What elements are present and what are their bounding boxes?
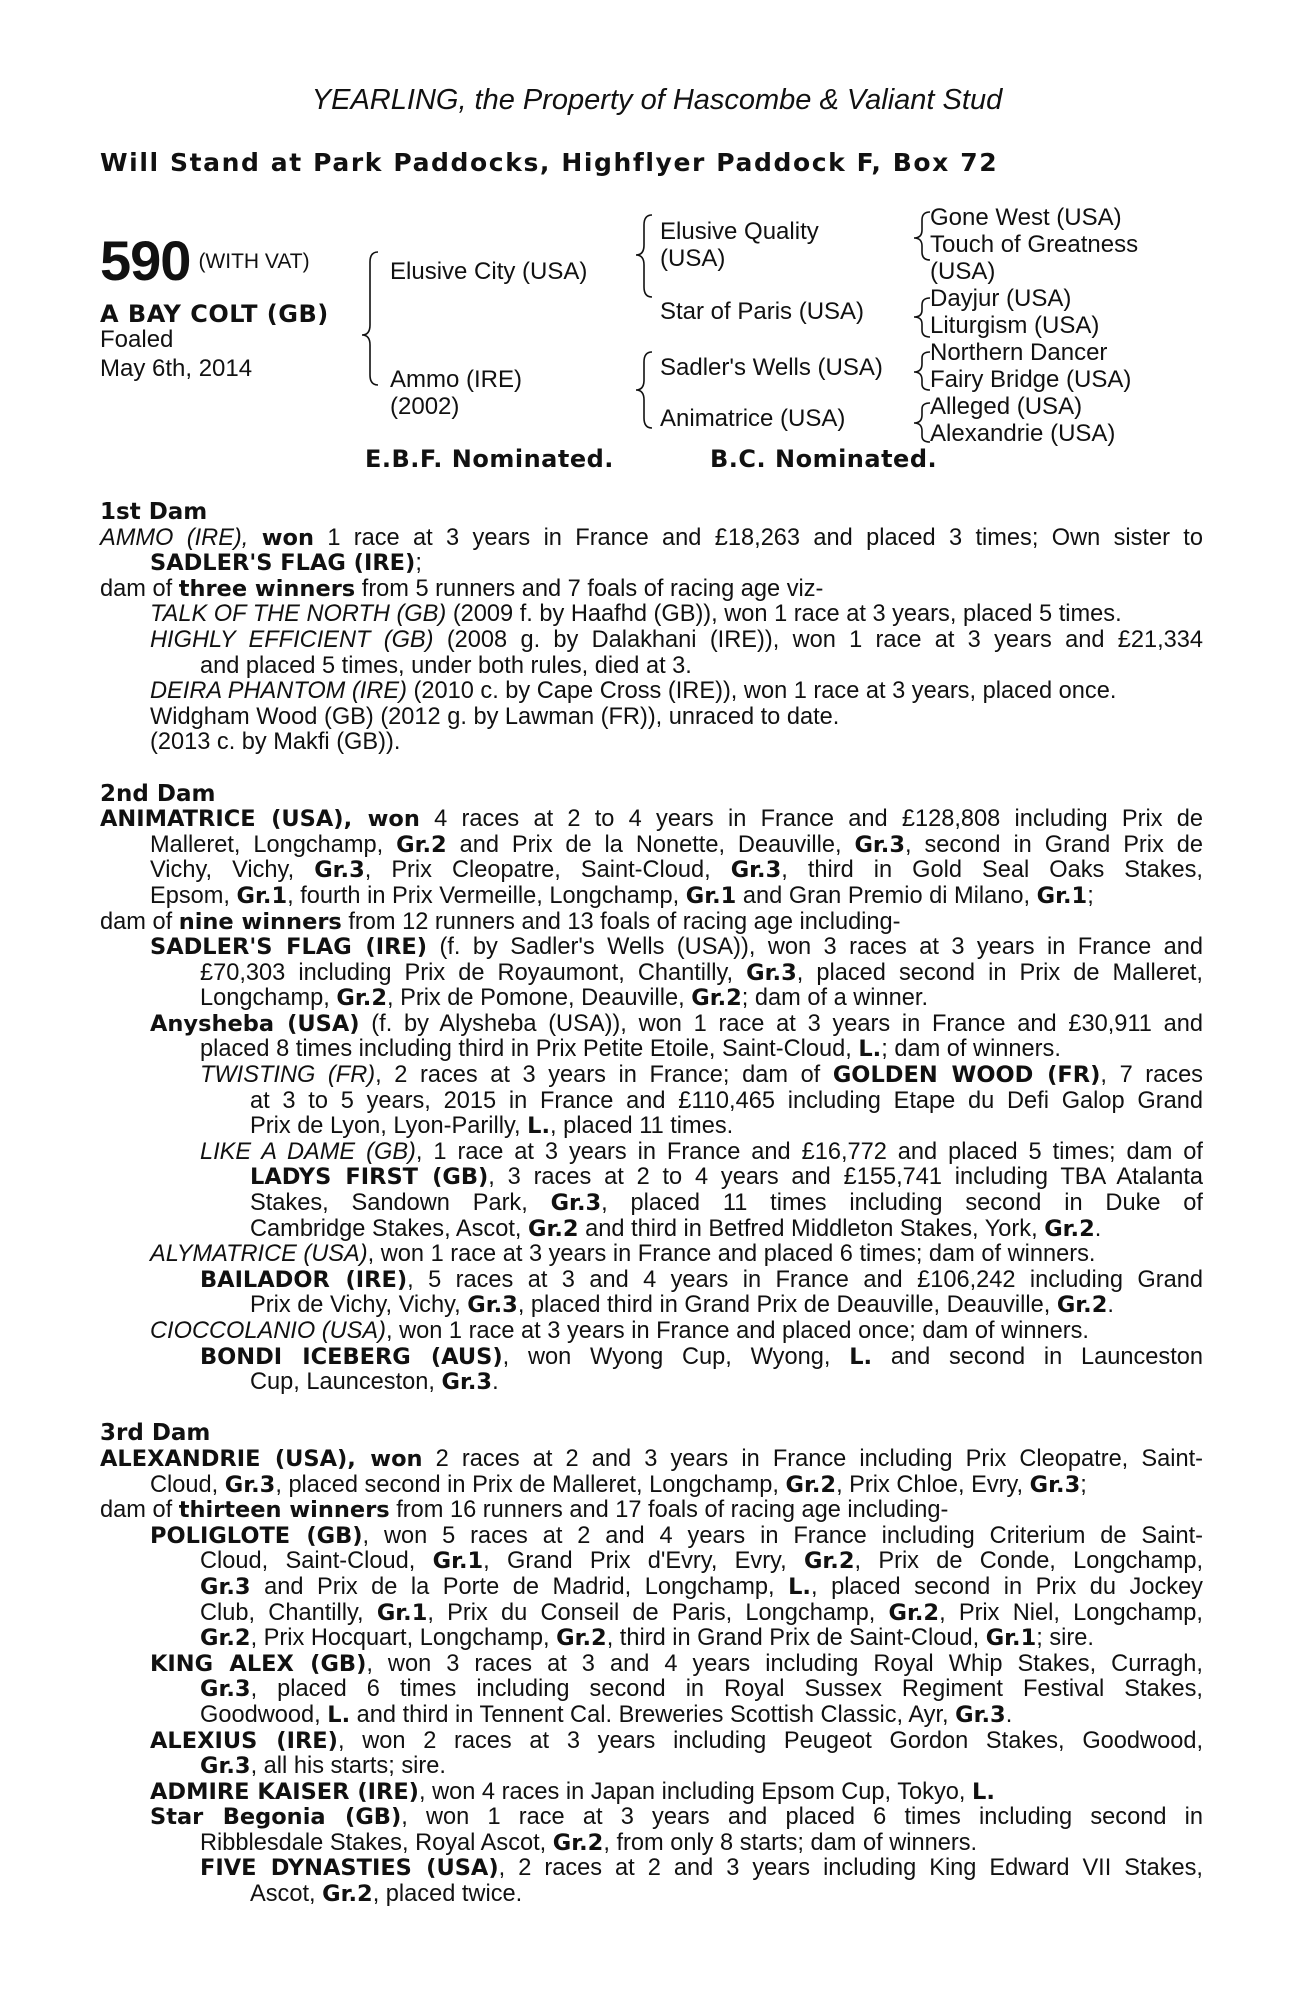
grade: Gr.3 bbox=[746, 959, 797, 986]
second-dam-l6 bbox=[100, 935, 1203, 961]
produce-1-rest: (2009 f. by Haafhd (GB)), won 1 race at 3 years, placed 5 times. bbox=[446, 601, 1122, 628]
third-dam-l1 bbox=[100, 1447, 1203, 1473]
grade: Gr.2 bbox=[1044, 1215, 1095, 1242]
produce-3-name: DEIRA PHANTOM (IRE) bbox=[150, 678, 407, 705]
grade: L. bbox=[849, 1343, 873, 1370]
pedigree-sss: Gone West (USA) bbox=[930, 204, 1122, 231]
horse-name: KING ALEX (GB) bbox=[150, 1650, 367, 1677]
grade: Gr.3 bbox=[224, 1471, 276, 1498]
text: and Prix de la Nonette, Deauville, bbox=[446, 831, 855, 858]
third-dam-l6 bbox=[100, 1575, 1203, 1601]
text: , won 5 races at 2 and 4 years in France including Criterium de Saint- bbox=[362, 1522, 1203, 1549]
grade: L. bbox=[971, 1778, 995, 1805]
second-dam-l8 bbox=[100, 986, 1203, 1012]
pedigree-sds: Dayjur (USA) bbox=[930, 285, 1072, 312]
third-dam-l17 bbox=[100, 1856, 1203, 1882]
first-dam-sister-line bbox=[100, 551, 1203, 577]
second-dam-l23 bbox=[100, 1370, 1203, 1396]
third-dam-l11 bbox=[100, 1703, 1203, 1729]
stand-location: Will Stand at Park Paddocks, Highflyer Paddock F, Box 72 bbox=[100, 148, 999, 177]
pedigree-dam-name: Ammo (IRE) bbox=[390, 366, 522, 393]
second-dam-l12: at 3 to 5 years, 2015 in France and £110,465 including Etape du Defi Galop Grand bbox=[250, 1087, 1203, 1114]
grade: L. bbox=[788, 1573, 811, 1600]
pedigree-ssd-line1: Touch of Greatness bbox=[930, 231, 1139, 258]
first-dam-line bbox=[100, 526, 1203, 552]
dam-of-rest: from 5 runners and 7 foals of racing age viz- bbox=[355, 575, 824, 602]
grade: Gr.3 bbox=[467, 1292, 518, 1319]
produce-3 bbox=[100, 679, 1203, 705]
third-dam-l2 bbox=[100, 1473, 1203, 1499]
grade: Gr.1 bbox=[236, 882, 288, 909]
produce-1 bbox=[100, 602, 1203, 628]
second-dam-l3 bbox=[100, 858, 1203, 884]
text: , won 1 race at 3 years and placed 6 times including second in bbox=[401, 1804, 1203, 1831]
won-label: won bbox=[352, 806, 420, 833]
horse-name: LIKE A DAME (GB) bbox=[200, 1138, 416, 1165]
text: dam of bbox=[100, 908, 179, 935]
text: 4 races at 2 to 4 years in France and £128,808 including Prix de bbox=[419, 806, 1203, 833]
horse-name: ADMIRE KAISER (IRE) bbox=[150, 1778, 419, 1805]
gen2-sire-brace bbox=[636, 215, 652, 297]
second-dam-name: ANIMATRICE (USA), bbox=[100, 806, 353, 833]
text: Longchamp, bbox=[200, 985, 337, 1012]
text: Cup, Launceston, bbox=[250, 1369, 442, 1396]
horse-name: BONDI ICEBERG (AUS) bbox=[200, 1343, 503, 1370]
produce-4: Widgham Wood (GB) (2012 g. by Lawman (FR)), unraced to date. bbox=[150, 703, 840, 730]
text: Epsom, bbox=[150, 882, 237, 909]
text: ; sire. bbox=[1036, 1625, 1094, 1652]
horse-name: SADLER'S FLAG (IRE) bbox=[150, 934, 428, 961]
second-dam-l10 bbox=[100, 1037, 1203, 1063]
gen3-brace-2 bbox=[914, 298, 930, 337]
text: dam of bbox=[100, 1497, 179, 1524]
text: , third in Gold Seal Oaks Stakes, bbox=[781, 857, 1203, 884]
third-dam-l16 bbox=[100, 1831, 1203, 1857]
horse-name: LADYS FIRST (GB) bbox=[250, 1164, 489, 1191]
text: , second in Grand Prix de bbox=[905, 831, 1203, 858]
horse-name: ALEXIUS (IRE) bbox=[150, 1727, 338, 1754]
text: , placed second in Prix de Malleret, bbox=[796, 959, 1203, 986]
third-dam-l15 bbox=[100, 1805, 1203, 1831]
grade: Gr.2 bbox=[552, 1829, 604, 1856]
pedigree-sire: Elusive City (USA) bbox=[390, 258, 588, 285]
text: , Prix du Conseil de Paris, Longchamp, bbox=[427, 1599, 889, 1626]
grade: Gr.2 bbox=[1056, 1292, 1108, 1319]
page-title: YEARLING, the Property of Hascombe & Valiant Stud bbox=[311, 84, 1003, 116]
won-label: won bbox=[261, 524, 314, 551]
text: , all his starts; sire. bbox=[250, 1753, 446, 1780]
second-dam-l18 bbox=[100, 1242, 1203, 1268]
lot-description: A BAY COLT (GB) bbox=[100, 300, 329, 328]
text: , placed second in Prix de Malleret, Longchamp, bbox=[275, 1471, 786, 1498]
grade: Gr.2 bbox=[691, 985, 742, 1012]
text: and second in Launceston bbox=[872, 1343, 1204, 1370]
text: , third in Grand Prix de Saint-Cloud, bbox=[606, 1625, 986, 1652]
pedigree-sdd: Liturgism (USA) bbox=[930, 312, 1100, 339]
grade: Gr.1 bbox=[1036, 882, 1088, 909]
produce-1-name: TALK OF THE NORTH (GB) bbox=[150, 601, 447, 628]
text: , won Wyong Cup, Wyong, bbox=[502, 1343, 850, 1370]
pedigree-dam-sire: Sadler's Wells (USA) bbox=[660, 354, 883, 381]
third-dam-l9 bbox=[100, 1652, 1203, 1678]
horse-name: POLIGLOTE (GB) bbox=[150, 1522, 363, 1549]
second-dam-l2 bbox=[100, 833, 1203, 859]
text: Vichy, Vichy, bbox=[150, 857, 315, 884]
text: ; dam of winners. bbox=[881, 1036, 1061, 1063]
first-dam-record: 1 race at 3 years in France and £18,263 and placed 3 times; Own sister to bbox=[313, 524, 1203, 551]
grade: Gr.3 bbox=[550, 1190, 602, 1217]
gen2-dam-brace bbox=[636, 352, 652, 428]
third-dam-l14 bbox=[100, 1780, 1203, 1806]
grade: Gr.2 bbox=[396, 831, 447, 858]
text: Cloud, Saint-Cloud, bbox=[200, 1548, 433, 1575]
text: (f. by Alysheba (USA)), won 1 race at 3 years in France and £30,911 and bbox=[359, 1010, 1203, 1037]
text: ; bbox=[1087, 882, 1094, 909]
text: Cloud, bbox=[150, 1471, 225, 1498]
text: , Prix de Pomone, Deauville, bbox=[386, 985, 692, 1012]
text: Ascot, bbox=[250, 1881, 323, 1908]
pedigree-dds: Alleged (USA) bbox=[930, 393, 1083, 420]
text: 2 races at 2 and 3 years in France including Prix Cleopatre, Saint- bbox=[422, 1445, 1204, 1472]
winners-count: nine winners bbox=[178, 908, 342, 935]
grade: Gr.3 bbox=[200, 1753, 251, 1780]
foaled-label: Foaled bbox=[100, 326, 174, 353]
second-dam-l11 bbox=[100, 1063, 1203, 1089]
text: , won 1 race at 3 years in France and placed 6 times; dam of winners. bbox=[367, 1241, 1096, 1268]
foaled-date: May 6th, 2014 bbox=[100, 355, 253, 382]
grade: Gr.3 bbox=[441, 1369, 493, 1396]
first-dam-heading: 1st Dam bbox=[100, 499, 208, 525]
text: , 7 races bbox=[1100, 1062, 1203, 1089]
text: , Prix Hocquart, Longchamp, bbox=[250, 1625, 557, 1652]
produce-5: (2013 c. by Makfi (GB)). bbox=[150, 729, 401, 756]
grade: Gr.2 bbox=[556, 1625, 607, 1652]
vat-note: (WITH VAT) bbox=[198, 250, 310, 273]
pedigree-ssd-line2: (USA) bbox=[930, 258, 996, 285]
text: , won 3 races at 3 and 4 years including Royal Whip Stakes, Curragh, bbox=[366, 1650, 1203, 1677]
text: , 3 races at 2 to 4 years and £155,741 including TBA Atalanta bbox=[488, 1164, 1203, 1191]
text: placed 8 times including third in Prix Petite Etoile, Saint-Cloud, bbox=[200, 1036, 859, 1063]
horse-name: BAILADOR (IRE) bbox=[200, 1266, 408, 1293]
gen1-brace bbox=[362, 252, 378, 385]
winners-count: thirteen winners bbox=[178, 1497, 390, 1524]
text: ; bbox=[1080, 1471, 1087, 1498]
pedigree-sire-sire bbox=[660, 218, 819, 272]
gen3-brace-3 bbox=[914, 352, 930, 390]
pedigree-ddd: Alexandrie (USA) bbox=[930, 420, 1116, 447]
produce-2-cont: and placed 5 times, under both rules, died at 3. bbox=[200, 652, 692, 679]
second-dam-l13 bbox=[100, 1114, 1203, 1140]
text: Cambridge Stakes, Ascot, bbox=[250, 1215, 529, 1242]
grade: Gr.3 bbox=[955, 1701, 1006, 1728]
lot-number-value: 590 bbox=[100, 229, 191, 292]
text: , won 1 race at 3 years in France and placed once; dam of winners. bbox=[385, 1318, 1089, 1344]
pedigree-dam bbox=[390, 366, 522, 420]
text: Stakes, Sandown Park, bbox=[250, 1190, 551, 1217]
grade: Gr.3 bbox=[1029, 1471, 1081, 1498]
catalogue-body bbox=[100, 500, 1203, 1908]
grade: Gr.1 bbox=[685, 882, 737, 909]
text: , fourth in Prix Vermeille, Longchamp, bbox=[287, 882, 686, 909]
text: Prix de Lyon, Lyon-Parilly, bbox=[250, 1113, 528, 1140]
second-dam-heading: 2nd Dam bbox=[100, 780, 216, 807]
text: , placed twice. bbox=[372, 1881, 523, 1908]
pedigree-dss: Northern Dancer bbox=[930, 339, 1108, 366]
third-dam-name: ALEXANDRIE (USA), bbox=[100, 1445, 356, 1472]
third-dam-l5 bbox=[100, 1549, 1203, 1575]
text: , 5 races at 3 and 4 years in France and £106,242 including Grand bbox=[407, 1266, 1204, 1293]
text: Malleret, Longchamp, bbox=[150, 831, 397, 858]
winners-count: three winners bbox=[178, 575, 356, 602]
horse-name: ALYMATRICE (USA) bbox=[150, 1241, 368, 1268]
text: Prix de Vichy, Vichy, bbox=[250, 1292, 468, 1319]
text: , placed second in Prix du Jockey bbox=[810, 1573, 1203, 1600]
horse-name: CIOCCOLANIO (USA) bbox=[150, 1318, 386, 1344]
third-dam-l12 bbox=[100, 1729, 1203, 1755]
produce-2-rest: (2008 g. by Dalakhani (IRE)), won 1 race at 3 years and £21,334 bbox=[433, 626, 1204, 653]
won-label: won bbox=[355, 1445, 423, 1472]
text: , placed 6 times including second in Royal Sussex Regiment Festival Stakes, bbox=[250, 1676, 1203, 1703]
text: from 16 runners and 17 foals of racing age including- bbox=[389, 1497, 949, 1524]
produce-3-rest: (2010 c. by Cape Cross (IRE)), won 1 race at 3 years, placed once. bbox=[406, 678, 1117, 705]
pedigree-dam-year: (2002) bbox=[390, 393, 460, 420]
second-dam-l15 bbox=[100, 1165, 1203, 1191]
text: , 1 race at 3 years in France and £16,772 and placed 5 times; dam of bbox=[415, 1138, 1203, 1165]
grade: L. bbox=[527, 1113, 551, 1140]
text: , 2 races at 2 and 3 years including King Edward VII Stakes, bbox=[498, 1855, 1203, 1882]
third-dam-l18 bbox=[100, 1882, 1203, 1908]
text: , Prix Niel, Longchamp, bbox=[939, 1599, 1203, 1626]
second-dam-l19 bbox=[100, 1268, 1203, 1294]
text: , placed 11 times. bbox=[550, 1113, 734, 1140]
text: . bbox=[1107, 1292, 1114, 1319]
second-dam-l1 bbox=[100, 807, 1203, 833]
text: , won 2 races at 3 years including Peugeot Gordon Stakes, Goodwood, bbox=[337, 1727, 1203, 1754]
third-dam-l13 bbox=[100, 1754, 1203, 1780]
text: Ribblesdale Stakes, Royal Ascot, bbox=[200, 1829, 553, 1856]
second-dam-l16 bbox=[100, 1191, 1203, 1217]
produce-2 bbox=[100, 628, 1203, 654]
text: and Gran Premio di Milano, bbox=[736, 882, 1037, 909]
text: . bbox=[1005, 1701, 1013, 1728]
pedigree-dsd: Fairy Bridge (USA) bbox=[930, 366, 1132, 393]
grade: Gr.3 bbox=[314, 857, 365, 884]
second-dam-l5 bbox=[100, 910, 1203, 936]
grade: Gr.2 bbox=[200, 1625, 251, 1652]
second-dam-l20 bbox=[100, 1293, 1203, 1319]
dam-of-label: dam of bbox=[100, 575, 179, 602]
text: , placed third in Grand Prix de Deauville, Deauville, bbox=[517, 1292, 1057, 1319]
pedigree-dam-dam: Animatrice (USA) bbox=[660, 405, 846, 432]
text: , Prix Cleopatre, Saint-Cloud, bbox=[364, 857, 731, 884]
horse-name: GOLDEN WOOD (FR) bbox=[832, 1062, 1101, 1089]
text: and third in Tennent Cal. Breweries Scottish Classic, Ayr, bbox=[350, 1701, 956, 1728]
grade: Gr.3 bbox=[200, 1573, 251, 1600]
horse-name: TWISTING (FR) bbox=[200, 1062, 376, 1089]
text: Goodwood, bbox=[200, 1701, 328, 1728]
pedigree-sire-sire-line2: (USA) bbox=[660, 245, 726, 272]
text: (f. by Sadler's Wells (USA)), won 3 races at 3 years in France and bbox=[427, 934, 1203, 961]
grade: L. bbox=[327, 1701, 351, 1728]
grade: Gr.2 bbox=[528, 1215, 579, 1242]
text: , from only 8 starts; dam of winners. bbox=[603, 1829, 978, 1856]
second-dam-l14 bbox=[100, 1140, 1203, 1166]
text: . bbox=[1094, 1215, 1102, 1242]
text: , placed 11 times including second in Duke of bbox=[601, 1190, 1203, 1217]
grade: Gr.2 bbox=[336, 985, 387, 1012]
pedigree-ssd bbox=[930, 231, 1138, 285]
second-dam-l4 bbox=[100, 884, 1203, 910]
third-dam-l4 bbox=[100, 1524, 1203, 1550]
text: from 12 runners and 13 foals of racing age including- bbox=[341, 908, 901, 935]
second-dam-l9 bbox=[100, 1012, 1203, 1038]
horse-name: Star Begonia (GB) bbox=[150, 1804, 402, 1831]
third-dam-l3 bbox=[100, 1498, 1203, 1524]
third-dam-l7 bbox=[100, 1601, 1203, 1627]
second-dam-l17 bbox=[100, 1217, 1203, 1243]
horse-name: Anysheba (USA) bbox=[150, 1010, 360, 1037]
third-dam-heading: 3rd Dam bbox=[100, 1420, 211, 1447]
third-dam-l10 bbox=[100, 1677, 1203, 1703]
pedigree-sire-dam: Star of Paris (USA) bbox=[660, 298, 865, 325]
grade: Gr.2 bbox=[322, 1881, 373, 1908]
gen3-brace-1 bbox=[914, 212, 930, 260]
text: ; dam of a winner. bbox=[741, 985, 929, 1012]
text: . bbox=[492, 1369, 499, 1396]
grade: Gr.1 bbox=[985, 1625, 1037, 1652]
first-dam-produce-intro bbox=[100, 577, 1203, 603]
text: , Prix Chloe, Evry, bbox=[836, 1471, 1030, 1498]
grade: Gr.3 bbox=[200, 1676, 251, 1703]
grade: Gr.1 bbox=[376, 1599, 428, 1626]
pedigree-sire-sire-line1: Elusive Quality bbox=[660, 218, 819, 245]
text: , Grand Prix d'Evry, Evry, bbox=[483, 1548, 804, 1575]
sister-semi: ; bbox=[415, 550, 422, 577]
grade: Gr.3 bbox=[730, 857, 782, 884]
text: £70,303 including Prix de Royaumont, Chantilly, bbox=[200, 959, 747, 986]
dam-name: AMMO (IRE), bbox=[100, 524, 249, 551]
grade: Gr.1 bbox=[432, 1548, 484, 1575]
text: and third in Betfred Middleton Stakes, York, bbox=[578, 1215, 1045, 1242]
produce-2-name: HIGHLY EFFICIENT (GB) bbox=[150, 626, 434, 653]
text: , 2 races at 3 years in France; dam of bbox=[375, 1062, 833, 1089]
text: Club, Chantilly, bbox=[200, 1599, 377, 1626]
grade: L. bbox=[858, 1036, 882, 1063]
ebf-nominated: E.B.F. Nominated. bbox=[365, 445, 614, 473]
sister-name: SADLER'S FLAG (IRE) bbox=[150, 550, 416, 577]
grade: Gr.2 bbox=[785, 1471, 837, 1498]
grade: Gr.2 bbox=[803, 1548, 855, 1575]
horse-name: FIVE DYNASTIES (USA) bbox=[200, 1855, 499, 1882]
text: , won 4 races in Japan including Epsom Cup, Tokyo, bbox=[418, 1778, 972, 1805]
gen3-brace-4 bbox=[914, 403, 930, 442]
text: and Prix de la Porte de Madrid, Longchamp, bbox=[250, 1573, 789, 1600]
text: , Prix de Conde, Longchamp, bbox=[854, 1548, 1204, 1575]
second-dam-l7 bbox=[100, 961, 1203, 987]
second-dam-l22 bbox=[100, 1345, 1203, 1371]
grade: Gr.3 bbox=[854, 831, 905, 858]
grade: Gr.2 bbox=[888, 1599, 940, 1626]
third-dam-l8 bbox=[100, 1626, 1203, 1652]
second-dam-l21 bbox=[100, 1319, 1203, 1345]
bc-nominated: B.C. Nominated. bbox=[710, 445, 938, 473]
